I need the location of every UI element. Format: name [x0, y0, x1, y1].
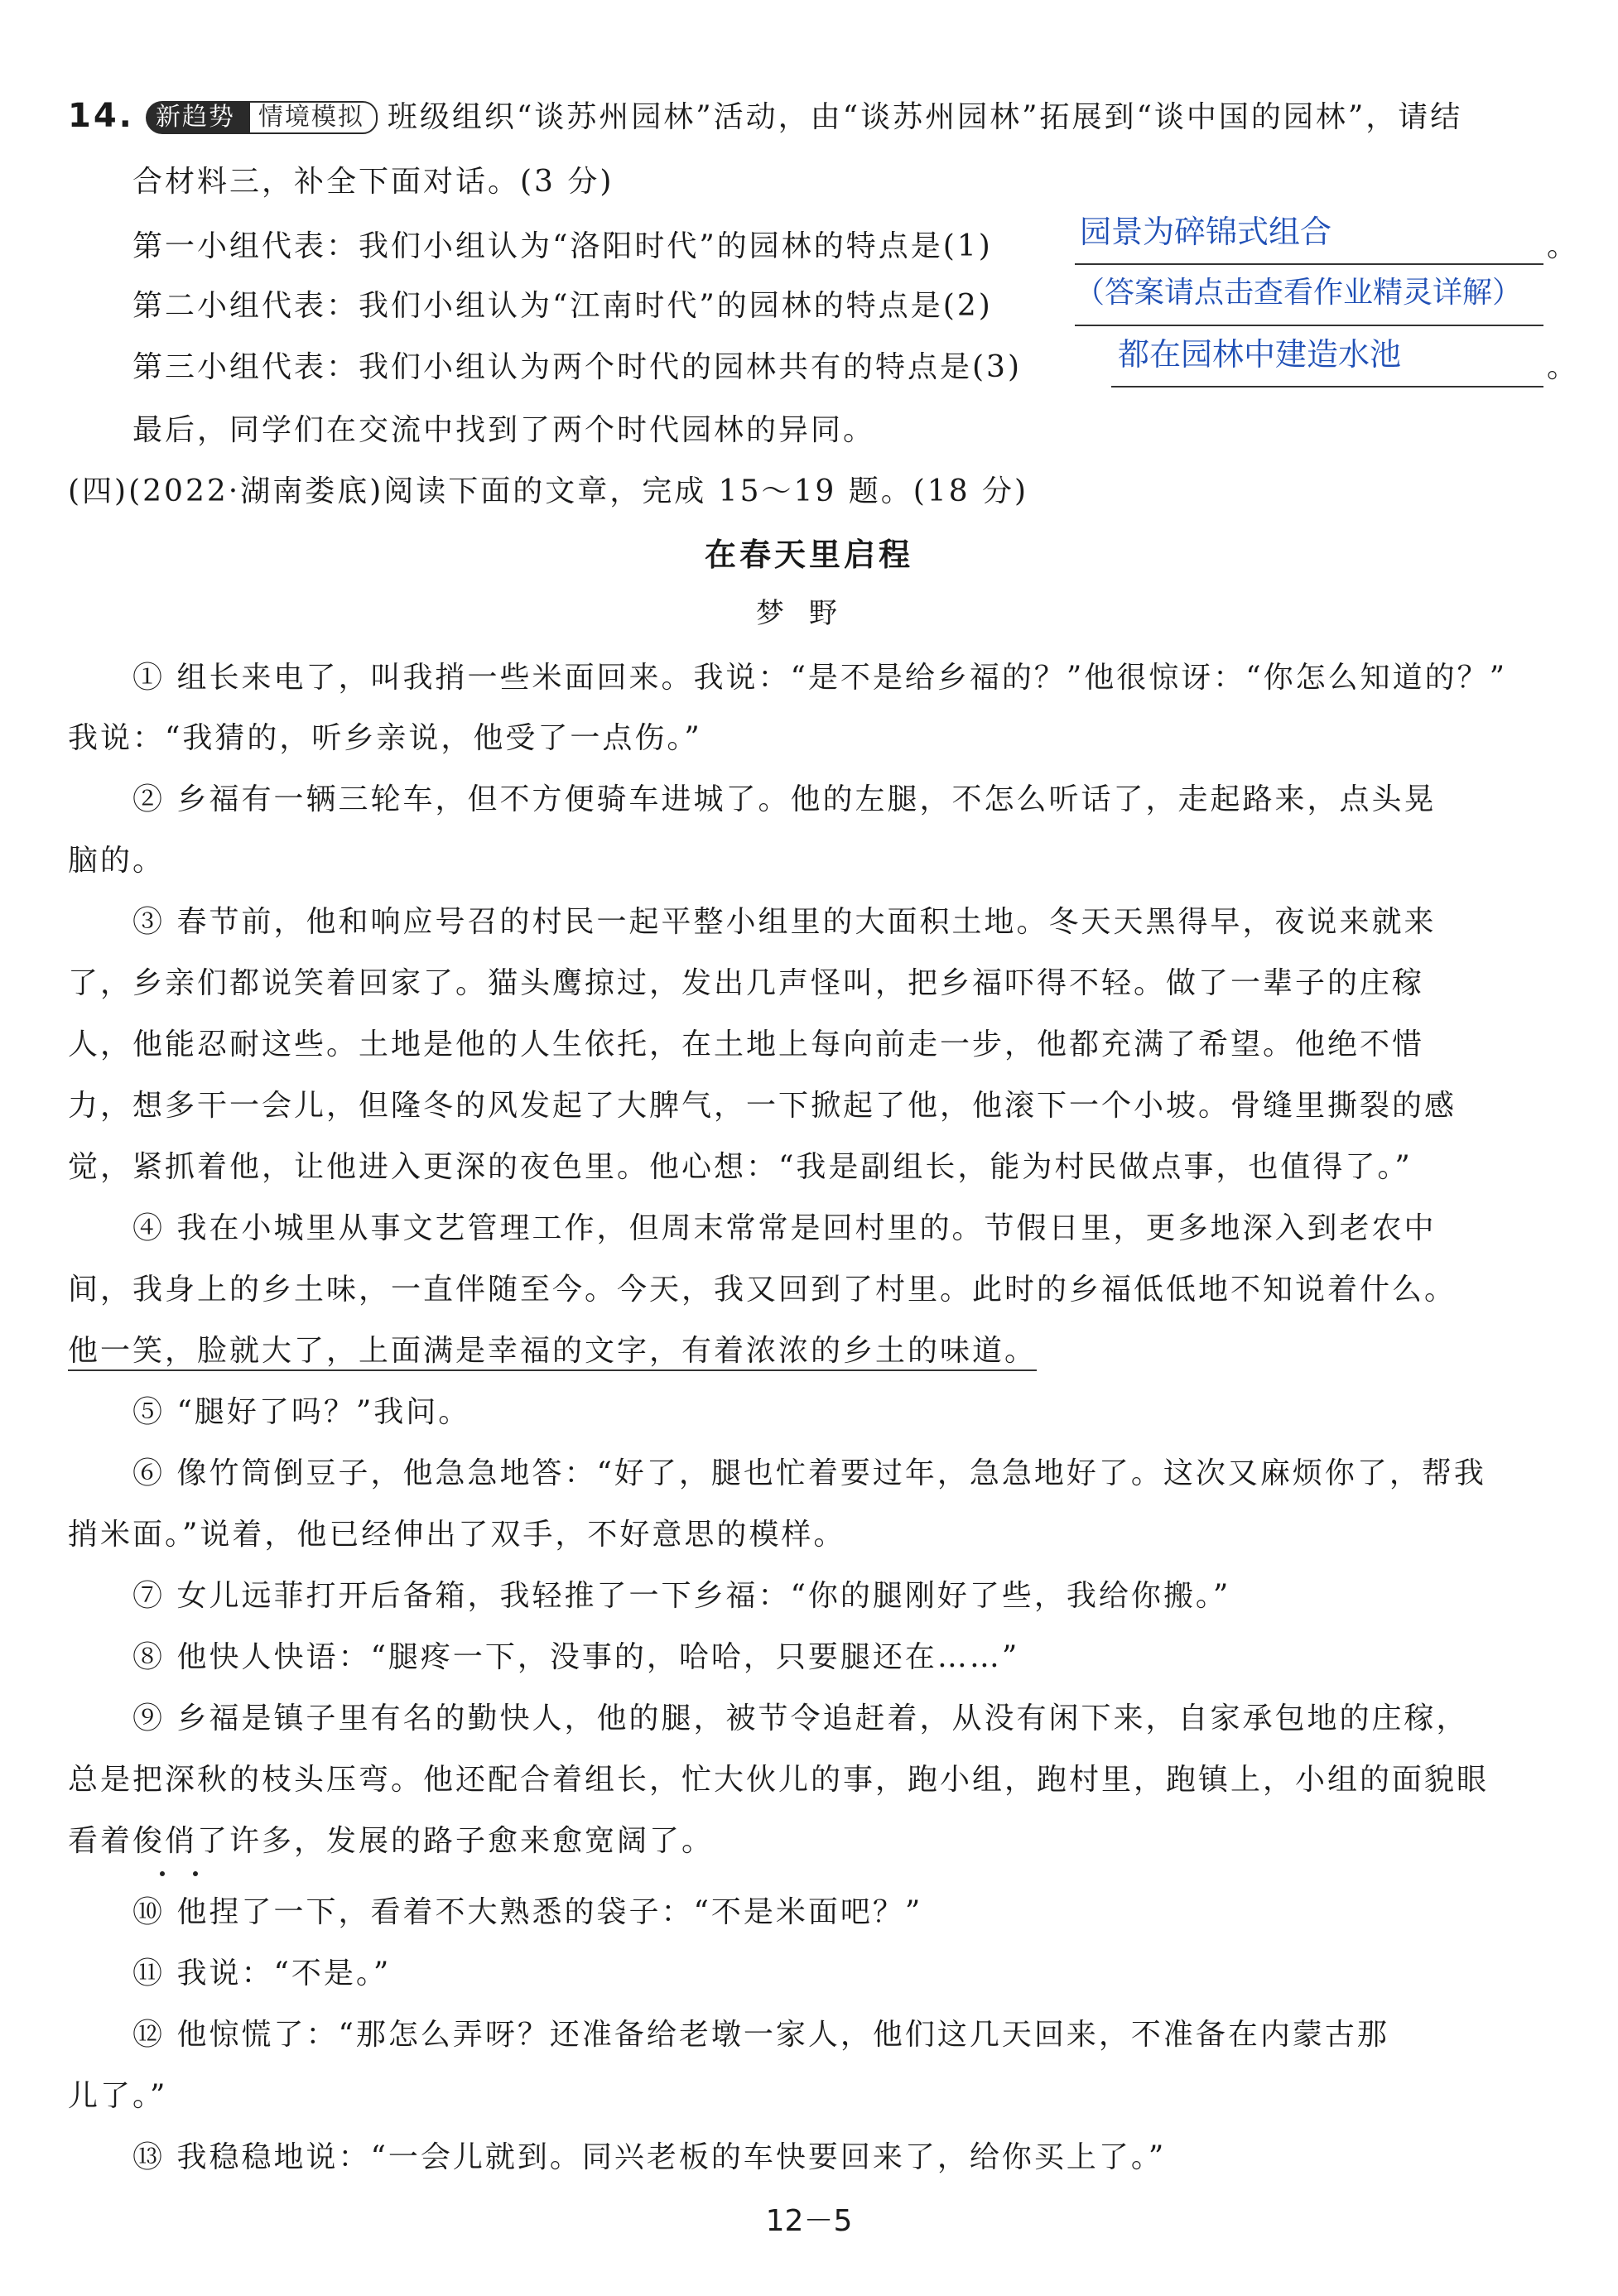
paragraph-8: ⑧ 他快人快语：“腿疼一下，没事的，哈哈，只要腿还在……”: [132, 1640, 1020, 1674]
paragraph-3-line-1: ③ 春节前，他和响应号召的村民一起平整小组里的大面积土地。冬天天黑得早，夜说来就来: [132, 905, 1437, 939]
paragraph-3-line-4: 力，想多干一会儿，但隆冬的风发起了大脾气，一下掀起了他，他滚下一个小坡。骨缝里撕裂的感: [68, 1089, 1457, 1123]
paragraph-3-line-5: 觉，紧抓着他，让他进入更深的夜色里。他心想：“我是副组长，能为村民做点事，也值得了。”: [68, 1150, 1413, 1184]
emphasis-dot: [160, 1871, 165, 1876]
paragraph-10: ⑩ 他捏了一下，看着不大熟悉的袋子：“不是米面吧？”: [132, 1895, 923, 1929]
answer-blank-1[interactable]: [1075, 263, 1543, 265]
section-4-heading: (四)(2022·湖南娄底)阅读下面的文章，完成 15～19 题。(18 分): [68, 474, 1029, 508]
question-14-line-1: [68, 96, 1462, 137]
period-1: 。: [1547, 229, 1577, 263]
paragraph-9-line-2: 总是把深秋的枝头压弯。他还配合着组长，忙大伙儿的事，跑小组，跑村里，跑镇上，小组的面貌眼: [68, 1763, 1490, 1797]
paragraph-11: ⑪ 我说：“不是。”: [132, 1957, 392, 1990]
answer-3-text: 都在园林中建造水池: [1118, 336, 1402, 373]
paragraph-3-line-2: 了，乡亲们都说笑着回家了。猫头鹰掠过，发出几声怪叫，把乡福吓得不轻。做了一辈子的庄稼: [68, 966, 1425, 1000]
paragraph-3-line-3: 人，他能忍耐这些。土地是他的人生依托，在土地上每向前走一步，他都充满了希望。他绝不惜: [68, 1028, 1425, 1061]
paragraph-12-line-2: 儿了。”: [68, 2079, 168, 2113]
underlined-sentence: 他一笑，脸就大了，上面满是幸福的文字，有着浓浓的乡土的味道。: [68, 1334, 1037, 1371]
answer-blank-2[interactable]: [1075, 325, 1543, 326]
answer-blank-3[interactable]: [1111, 386, 1543, 387]
paragraph-5: ⑤ “腿好了吗？”我问。: [132, 1395, 471, 1429]
group-3-prompt: 第三小组代表：我们小组认为两个时代的园林共有的特点是(3): [132, 350, 1022, 384]
article-title: 在春天里启程: [704, 537, 913, 573]
answer-2-text[interactable]: （答案请点击查看作业精灵详解）: [1075, 276, 1523, 310]
period-3: 。: [1547, 350, 1577, 384]
answer-1-text: 园景为碎锦式组合: [1080, 214, 1332, 250]
paragraph-12-line-1: ⑫ 他惊慌了：“那怎么弄呀？还准备给老墩一家人，他们这几天回来，不准备在内蒙古那: [132, 2018, 1389, 2052]
group-2-prompt: 第二小组代表：我们小组认为“江南时代”的园林的特点是(2): [132, 289, 993, 323]
group-1-prompt: 第一小组代表：我们小组认为“洛阳时代”的园林的特点是(1): [132, 229, 993, 263]
paragraph-6-line-1: ⑥ 像竹筒倒豆子，他急急地答：“好了，腿也忙着要过年，急急地好了。这次又麻烦你了，帮我: [132, 1456, 1486, 1490]
paragraph-9-line-3: 看着俊俏了许多，发展的路子愈来愈宽阔了。: [68, 1824, 715, 1858]
scenario-simulation-tag: 情境模拟: [248, 101, 378, 134]
paragraph-6-line-2: 捎米面。”说着，他已经伸出了双手，不好意思的模样。: [68, 1518, 846, 1552]
article-author: 梦野: [756, 597, 862, 630]
paragraph-7: ⑦ 女儿远菲打开后备箱，我轻推了一下乡福：“你的腿刚好了些，我给你搬。”: [132, 1579, 1231, 1613]
paragraph-4-line-2: 间，我身上的乡土味，一直伴随至今。今天，我又回到了村里。此时的乡福低低地不知说着什么。: [68, 1273, 1457, 1307]
paragraph-13: ⑬ 我稳稳地说：“一会儿就到。同兴老板的车快要回来了，给你买上了。”: [132, 2140, 1167, 2174]
page-number: 12－5: [765, 2204, 853, 2238]
question-number: 14.: [68, 97, 134, 135]
new-trend-tag: 新趋势: [146, 101, 248, 134]
paragraph-4-line-1: ④ 我在小城里从事文艺管理工作，但周末常常是回村里的。节假日里，更多地深入到老农中: [132, 1211, 1437, 1245]
paragraph-1-line-1: ① 组长来电了，叫我捎一些米面回来。我说：“是不是给乡福的？”他很惊讶：“你怎么知道的？”: [132, 661, 1508, 695]
emphasis-dot: [193, 1871, 198, 1876]
question-14-closing: 最后，同学们在交流中找到了两个时代园林的异同。: [132, 413, 876, 447]
paragraph-1-line-2: 我说：“我猜的，听乡亲说，他受了一点伤。”: [68, 721, 702, 755]
paragraph-2-line-2: 脑的。: [68, 844, 166, 878]
question-14-text-1: 班级组织“谈苏州园林”活动，由“谈苏州园林”拓展到“谈中国的园林”，请结: [387, 100, 1463, 134]
question-14-line-2: 合材料三，补全下面对话。(3 分): [132, 165, 614, 199]
paragraph-9-line-1: ⑨ 乡福是镇子里有名的勤快人，他的腿，被节令追赶着，从没有闲下来，自家承包地的庄稼，: [132, 1702, 1469, 1735]
paragraph-4-line-3-underlined: [68, 1331, 1037, 1371]
paragraph-2-line-1: ② 乡福有一辆三轮车，但不方便骑车进城了。他的左腿，不怎么听话了，走起路来，点头晃: [132, 782, 1437, 816]
